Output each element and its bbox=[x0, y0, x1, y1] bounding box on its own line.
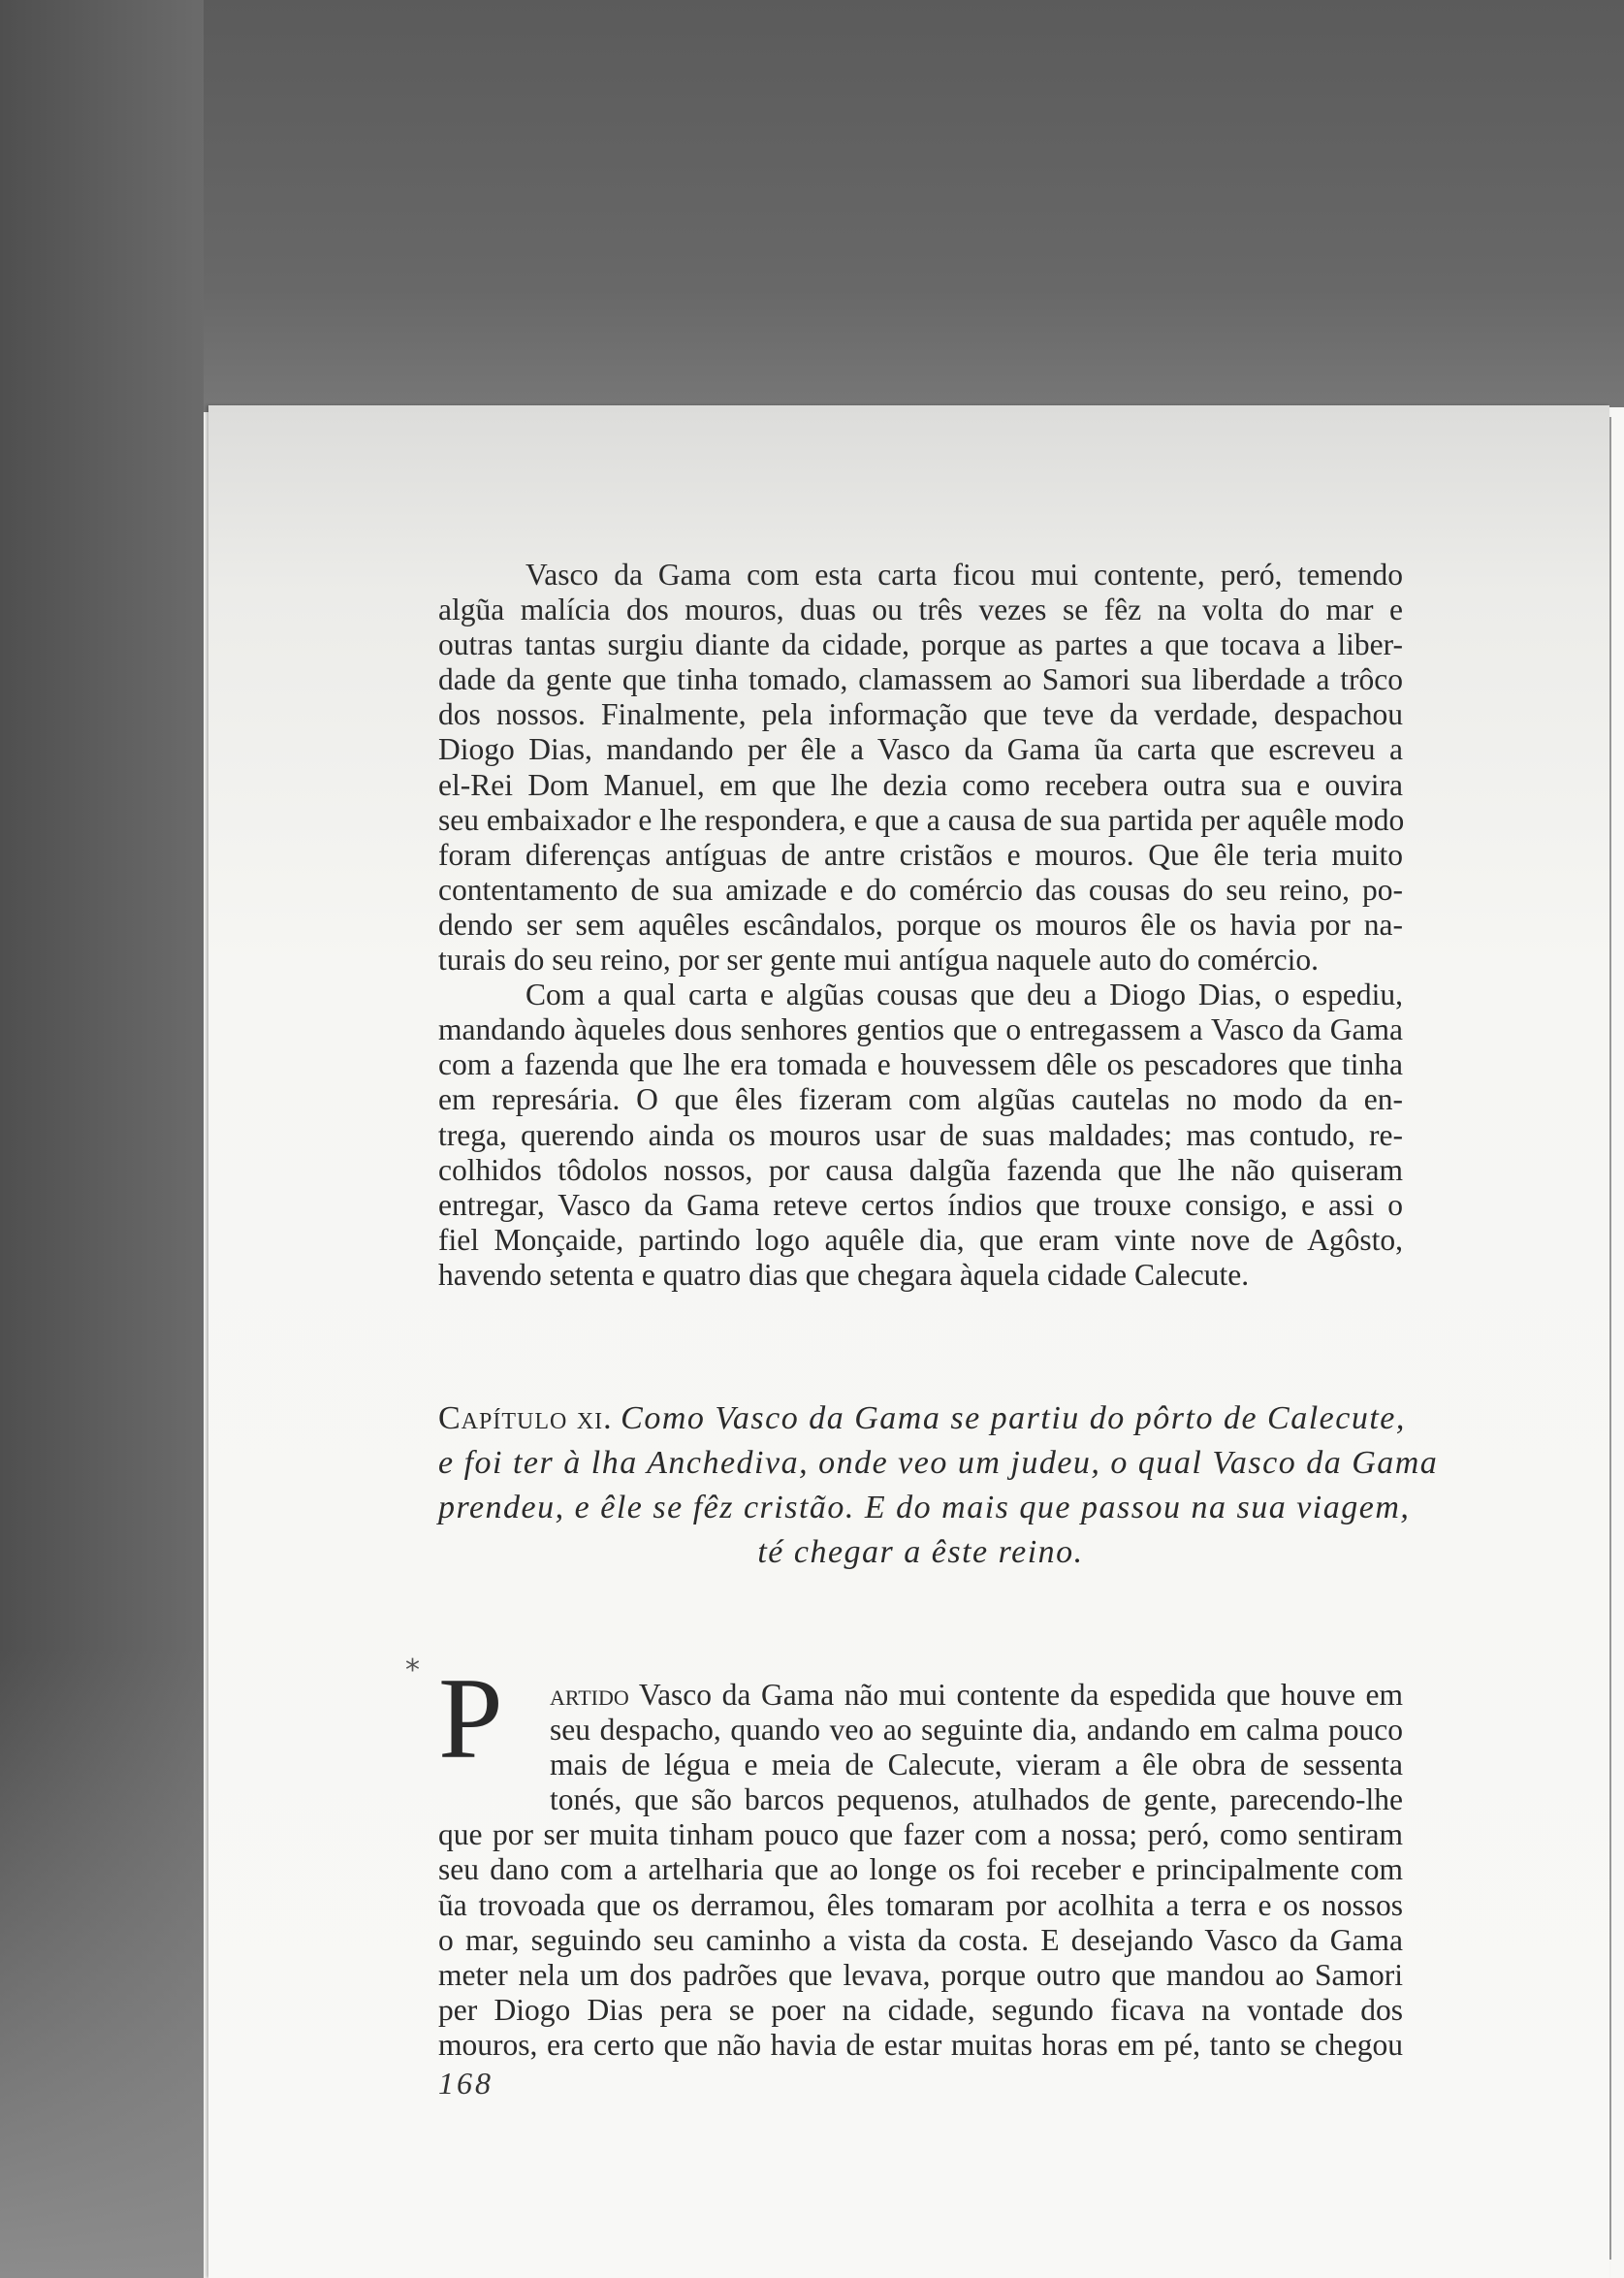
text-line: dos nossos. Finalmente, pela informação que teve da verdade, despachou bbox=[438, 697, 1403, 732]
text-line: seu dano com a artelharia que ao longe os foi receber e principalmente com bbox=[438, 1852, 1403, 1887]
text-line: seu embaixador e lhe respondera, e que a causa de sua partida per aquêle modo bbox=[438, 802, 1405, 837]
paragraph-2 bbox=[438, 1653, 1403, 2063]
text-line: Vasco da Gama com esta carta ficou mui contente, peró, temendo bbox=[525, 558, 1403, 592]
drop-cap: P bbox=[438, 1653, 503, 1782]
text-line: Com a qual carta e algũas cousas que deu a Diogo Dias, o espediu, bbox=[525, 978, 1403, 1012]
chapter-heading bbox=[438, 1396, 1439, 1575]
text-line: turais do seu reino, por ser gente mui antígua naquele auto do comércio. bbox=[438, 943, 1319, 978]
text-line: Diogo Dias, mandando per êle a Vasco da Gama ũa carta que escreveu a bbox=[438, 732, 1403, 767]
paragraph-1 bbox=[438, 558, 1403, 1293]
text-line: trega, querendo ainda os mouros usar de suas maldades; mas contudo, re- bbox=[438, 1117, 1403, 1152]
text-line: mandando àqueles dous senhores gentios que o entregassem a Vasco da Gama bbox=[438, 1012, 1403, 1047]
text-line: el-Rei Dom Manuel, em que lhe dezia como recebera outra sua e ouvira bbox=[438, 767, 1403, 802]
chapter-title-part: té chegar a êste reino. bbox=[757, 1534, 1084, 1570]
chapter-title-part: prendeu, e êle se fêz cristão. E do mais que passou na sua viagem, bbox=[438, 1490, 1411, 1525]
text-line: dade da gente que tinha tomado, clamassem ao Samori sua liberdade a trôco bbox=[438, 662, 1403, 697]
scanner-background-top bbox=[0, 0, 1624, 412]
annotation-asterisk: * bbox=[405, 1653, 420, 1687]
text-line: per Diogo Dias pera se poer na cidade, segundo ficava na vontade dos bbox=[438, 1992, 1403, 2027]
text-line: colhidos tôdolos nossos, por causa dalgũa fazenda que lhe não quiseram bbox=[438, 1152, 1403, 1187]
text-line: com a fazenda que lhe era tomada e houvessem dêle os pescadores que tinha bbox=[438, 1047, 1403, 1082]
scanner-background-left-shade bbox=[0, 1649, 204, 2278]
page-number: 168 bbox=[438, 2066, 494, 2101]
chapter-label: Capítulo xi. bbox=[438, 1400, 613, 1436]
text-line: mouros, era certo que não havia de estar muitas horas em pé, tanto se chegou bbox=[438, 2027, 1403, 2062]
first-word: artido bbox=[550, 1678, 629, 1712]
text-line: ũa trovoada que os derramou, êles tomaram por acolhita a terra e os nossos bbox=[438, 1887, 1403, 1922]
chapter-heading-line bbox=[438, 1396, 1406, 1441]
text-line: havendo setenta e quatro dias que chegara àquela cidade Calecute. bbox=[438, 1257, 1250, 1292]
chapter-heading-line bbox=[438, 1486, 1411, 1530]
text-line: entregar, Vasco da Gama reteve certos índios que trouxe consigo, e assi o bbox=[438, 1187, 1403, 1222]
text-line: meter nela um dos padrões que levava, porque outro que mandou ao Samori bbox=[438, 1957, 1403, 1992]
chapter-heading-line bbox=[438, 1530, 1403, 1575]
text-line: que por ser muita tinham pouco que fazer com a nossa; peró, como sentiram bbox=[438, 1817, 1403, 1852]
text-line: contentamento de sua amizade e do comércio das cousas do seu reino, po- bbox=[438, 872, 1403, 907]
text-line: dendo ser sem aquêles escândalos, porque os mouros êle os havia por na- bbox=[438, 907, 1403, 942]
chapter-heading-line bbox=[438, 1441, 1439, 1486]
page-edge-line bbox=[1609, 417, 1611, 2260]
text-line bbox=[438, 1678, 1403, 1713]
text-line: tonés, que são barcos pequenos, atulhados de gente, parecendo-lhe bbox=[550, 1782, 1403, 1817]
text-line: mais de légua e meia de Calecute, vieram a êle obra de sessenta bbox=[550, 1748, 1403, 1782]
text-line: seu despacho, quando veo ao seguinte dia, andando em calma pouco bbox=[550, 1713, 1403, 1748]
text-line-rest: Vasco da Gama não mui contente da espedida que houve em bbox=[638, 1678, 1403, 1712]
chapter-title-part: Como Vasco da Gama se partiu do pôrto de Calecute, bbox=[621, 1400, 1406, 1436]
text-line: fiel Monçaide, partindo logo aquêle dia, que eram vinte nove de Agôsto, bbox=[438, 1222, 1403, 1257]
text-line: algũa malícia dos mouros, duas ou três vezes se fêz na volta do mar e bbox=[438, 593, 1403, 627]
text-line: foram diferenças antíguas de antre cristãos e mouros. Que êle teria muito bbox=[438, 837, 1403, 872]
text-line: outras tantas surgiu diante da cidade, porque as partes a que tocava a liber- bbox=[438, 627, 1403, 662]
text-line: o mar, seguindo seu caminho a vista da costa. E desejando Vasco da Gama bbox=[438, 1922, 1403, 1957]
text-line: em represária. O que êles fizeram com algũas cautelas no modo da en- bbox=[438, 1082, 1403, 1117]
chapter-title-part: e foi ter à lha Anchediva, onde veo um judeu, o qual Vasco da Gama bbox=[438, 1445, 1439, 1481]
